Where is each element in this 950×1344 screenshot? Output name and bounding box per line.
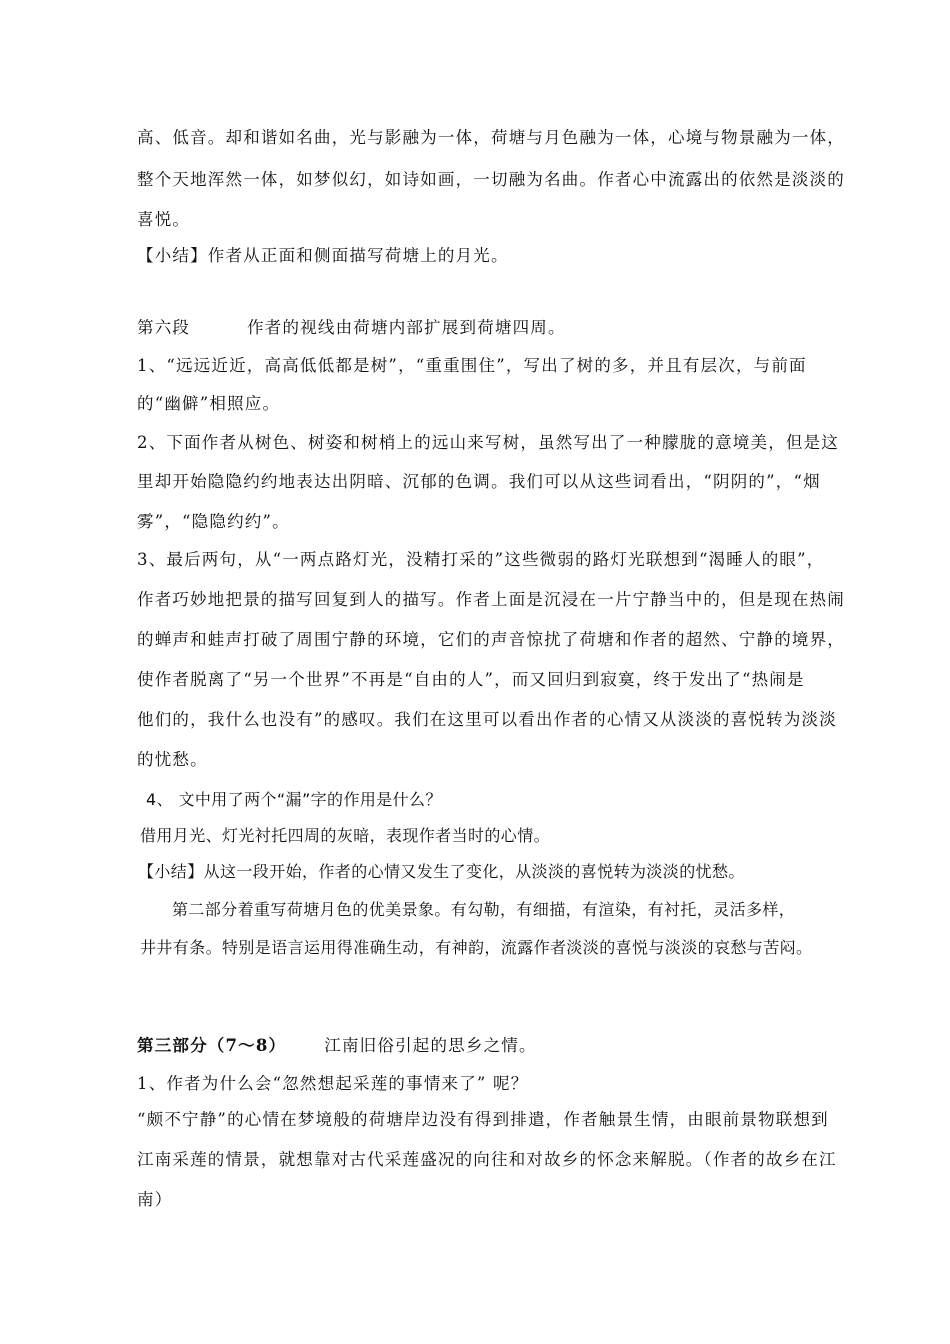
answer-line: 借用月光、灯光衬托四周的灰暗，表现作者当时的心情。: [140, 826, 551, 845]
paragraph-line: 2、下面作者从树色、树姿和树梢上的远山来写树，虽然写出了一种朦胧的意境美，但是这: [137, 433, 839, 452]
paragraph-line: 的蝉声和蛙声打破了周围宁静的环境，它们的声音惊扰了荷塘和作者的超然、宁静的境界，: [137, 630, 845, 649]
section-label: 第六段: [137, 318, 191, 337]
summary-line: 【小结】作者从正面和侧面描写荷塘上的月光。: [137, 246, 509, 265]
paragraph-line: 的“幽僻”相照应。: [137, 394, 281, 413]
question-line: 1、作者为什么会“忽然想起采莲的事情来了” 呢？: [137, 1074, 529, 1093]
paragraph-line: 江南采莲的情景，就想靠对古代采莲盛况的向往和对故乡的怀念来解脱。（作者的故乡在江: [137, 1150, 837, 1169]
paragraph-line: 雾”，“隐隐约约”。: [137, 512, 290, 531]
paragraph-line: 南）: [137, 1190, 173, 1209]
paragraph-line: “颇不宁静”的心情在梦境般的荷塘岸边没有得到排遣，作者触景生情，由眼前景物联想到: [137, 1110, 829, 1129]
paragraph-line: 喜悦。: [137, 210, 191, 229]
section-summary: 江南旧俗引起的思乡之情。: [324, 1036, 537, 1055]
paragraph-line: 3、最后两句，从“一两点路灯光，没精打采的”这些微弱的路灯光联想到“渴睡人的眼”，: [137, 550, 825, 569]
paragraph-line: 高、低音。却和谐如名曲，光与影融为一体，荷塘与月色融为一体，心境与物景融为一体，: [137, 128, 845, 147]
paragraph-line: 第二部分着重写荷塘月色的优美景象。有勾勒，有细描，有渲染，有衬托，灵活多样，: [172, 900, 796, 919]
paragraph-line: 作者巧妙地把景的描写回复到人的描写。作者上面是沉浸在一片宁静当中的，但是现在热闹: [137, 590, 845, 609]
section-label: 第三部分（7～8）: [137, 1036, 287, 1055]
paragraph-line: 他们的，我什么也没有”的感叹。我们在这里可以看出作者的心情又从淡淡的喜悦转为淡淡: [137, 710, 837, 729]
paragraph-line: 的忧愁。: [137, 750, 208, 769]
section-summary: 作者的视线由荷塘内部扩展到荷塘四周。: [247, 318, 566, 337]
summary-line: 【小结】从这一段开始，作者的心情又发生了变化，从淡淡的喜悦转为淡淡的忧愁。: [138, 862, 745, 881]
paragraph-line: 使作者脱离了“另一个世界”不再是“自由的人”，而又回归到寂寞，终于发出了“热闹是: [137, 670, 805, 689]
section-heading: [137, 318, 566, 338]
question-line: 4、 文中用了两个“漏”字的作用是什么？: [146, 790, 442, 809]
paragraph-line: 井井有条。特别是语言运用得准确生动，有神韵，流露作者淡淡的喜悦与淡淡的哀愁与苦闷。: [140, 938, 813, 957]
paragraph-line: 1、“远远近近，高高低低都是树”，“重重围住”，写出了树的多，并且有层次，与前面: [137, 356, 807, 375]
paragraph-line: 里却开始隐隐约约地表达出阴暗、沉郁的色调。我们可以从这些词看出，“阴阴的”，“烟: [137, 472, 821, 491]
section-heading: [137, 1036, 537, 1056]
paragraph-line: 整个天地浑然一体，如梦似幻，如诗如画，一切融为名曲。作者心中流露出的依然是淡淡的: [137, 170, 845, 189]
